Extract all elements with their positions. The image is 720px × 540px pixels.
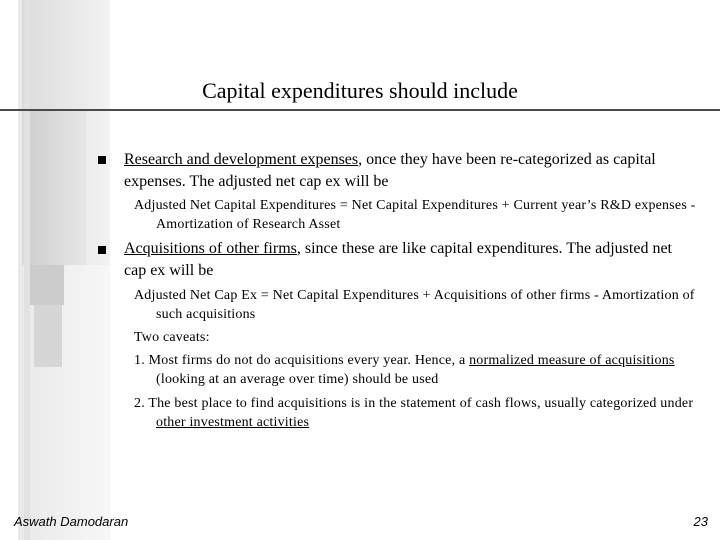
- bullet-body-text: , since these are like capital expenditures. The adjusted net cap ex will be: [124, 240, 672, 279]
- bullet-lead-text: Research and development expenses: [124, 151, 359, 168]
- bullet-acquisitions: [124, 238, 694, 282]
- decor-block-4: [34, 305, 62, 367]
- sub-caveat-1: 1. Most firms do not do acquisitions every year. Hence, a normalized measure of acquisitions (looking at an average over time) should be used: [134, 353, 675, 387]
- bullet-research-development: [124, 149, 694, 193]
- slide-title: Capital expenditures should include: [202, 78, 518, 103]
- bullet-lead-text: Acquisitions of other firms: [124, 240, 297, 257]
- sub-formula-rd: Adjusted Net Capital Expenditures = Net Capital Expenditures + Current year’s R&D expenses - Amortization of Research Asset: [134, 198, 696, 232]
- bullet-square-icon: [98, 246, 106, 254]
- bullet-body-text: , once they have been re-categorized as capital expenses. The adjusted net cap ex will be: [124, 151, 656, 190]
- footer-author: Aswath Damodaran: [14, 514, 129, 529]
- sub-caveats-heading: Two caveats:: [134, 330, 210, 345]
- decor-block-3: [30, 265, 64, 305]
- title-rule: [0, 109, 720, 111]
- decor-block-2: [26, 110, 86, 265]
- bullet-square-icon: [98, 156, 106, 164]
- page-number: 23: [693, 514, 708, 529]
- sub-caveat-2: 2. The best place to find acquisitions is in the statement of cash flows, usually categorized under other investment activities: [134, 396, 694, 430]
- sub-formula-acquisitions: Adjusted Net Cap Ex = Net Capital Expenditures + Acquisitions of other firms - Amortization of such acquisitions: [134, 288, 695, 322]
